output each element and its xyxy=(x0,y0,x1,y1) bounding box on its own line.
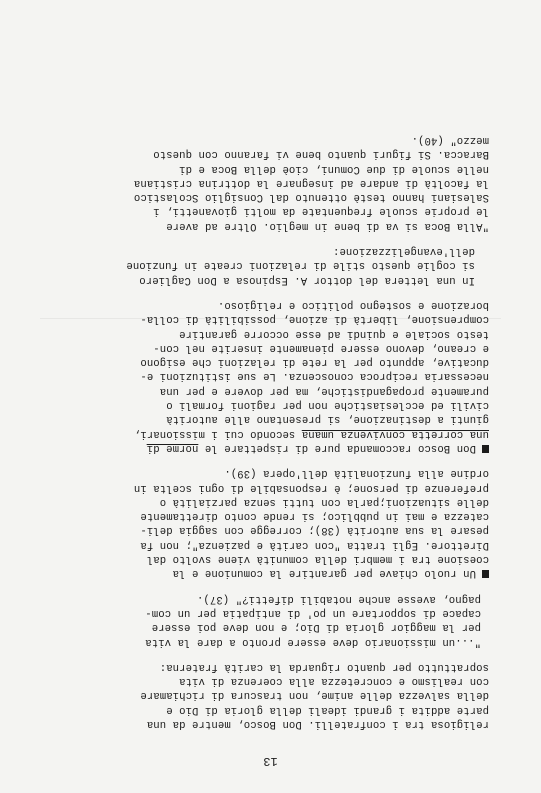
text-line: e creano, devono essere pienamente inserite nel con- xyxy=(153,341,489,354)
text-line: borazione e sostegno politico e religioso. xyxy=(217,298,489,311)
text-line: necessaria reciproca conoscenza. Le sue istituzioni e- xyxy=(140,370,489,383)
page-number: 13 xyxy=(263,754,278,768)
text-line: con realismo e concretezza alla coerenza di vita xyxy=(179,675,489,688)
paragraph-4-norms xyxy=(31,298,489,455)
text-line: Baracca. Si figuri quanto bene vi faranno con questo xyxy=(153,148,489,161)
underlined-phrase: norme di xyxy=(146,441,199,454)
text-line: si coglie questo stile di relazioni create in funzione xyxy=(126,259,475,272)
text-line: capace di sopportare un po' di antipatia per un com- xyxy=(145,606,481,619)
text-line: catezza e mai in pubblico; si rende conto direttamente xyxy=(140,510,489,523)
text-line: le proprie scuole frequentate da molti giovanetti, i xyxy=(153,205,489,218)
text-line: nelle scuole di due Comuni, cioè della Boca e di xyxy=(179,162,489,175)
paragraph-6-quote xyxy=(31,133,489,233)
text-line: dell'evangelizzazione: xyxy=(332,245,475,258)
text-line: Direttore. Egli tratta "con carità e pazienza"; non fa xyxy=(140,538,489,551)
text-line: comprensione, libertà di azione, possibilità di colla- xyxy=(140,313,489,326)
text-line: Un ruolo chiave per garantire la comunione e la xyxy=(172,567,476,580)
bullet-marker xyxy=(482,570,489,578)
paragraph-2-quote xyxy=(31,591,489,648)
text-line: ordine alla funzionalità dell'opera (39). xyxy=(224,467,489,480)
text-line: preferenze di persone; è responsabile di ogni scelta in xyxy=(133,481,489,494)
text-fragment: secondo cui i missionari, xyxy=(133,427,302,440)
text-line: ducative, appunto per la rete di relazioni che esigono xyxy=(140,356,489,369)
text-line: pesare la sua autorità (38); corregge con saggia deli- xyxy=(140,524,489,537)
underlined-phrase: una corretta convivenza umana xyxy=(301,427,489,440)
bullet-marker xyxy=(482,445,489,453)
text-line: la facoltà di andare ad insegnare la dottrina cristiana xyxy=(133,176,489,189)
text-line: pagno, avesse anche notabili difetti?" (37). xyxy=(196,592,481,605)
text-fragment: Don Bosco raccomanda pure di rispettare le xyxy=(198,441,476,454)
text-line: parte addita i grandi ideali della gloria di Dio e xyxy=(166,703,489,716)
paragraph-5-letter-intro xyxy=(31,244,489,287)
text-line: testo sociale e quindi ad esse occorre garantire xyxy=(179,327,489,340)
text-line: giunti a destinazione, si presentano alle autorità xyxy=(166,413,489,426)
text-line: "Alla Boca si va di bene in meglio. Oltre ad avere xyxy=(166,219,489,232)
text-line: della salvezza delle anime, non trascura di richiamare xyxy=(140,689,489,702)
text-line: delle situazioni;parla con tutti senza parzialità o xyxy=(159,495,489,508)
text-line: puramente propagandistiche, ma per dovere e per una xyxy=(159,384,489,397)
paragraph-1 xyxy=(31,660,489,731)
text-line: civili ed ecclesiastiche non per ragioni formali o xyxy=(166,399,489,412)
text-line: "...un missionario deve essere pronto a dare la vita xyxy=(145,635,481,648)
text-line: per la maggior gloria di Dio; e non deve poi essere xyxy=(151,621,481,634)
text-line: mezzo" (40). xyxy=(411,134,489,147)
text-line: Salesiani hanno testè ottenuto dal Consiglio Scolastico xyxy=(133,191,489,204)
paragraph-3-director xyxy=(31,466,489,580)
text-line: religiosa tra i confratelli. Don Bosco, mentre da una xyxy=(146,718,489,730)
text-line: soprattutto per quanto riguarda la carità fraterna: xyxy=(159,660,489,673)
document-body xyxy=(31,133,489,731)
text-line: coesione tra i membri della comunità viene svolto dal xyxy=(146,553,489,566)
text-line: In una lettera del dottor A. Espinosa a Don Cagliero xyxy=(139,273,475,286)
